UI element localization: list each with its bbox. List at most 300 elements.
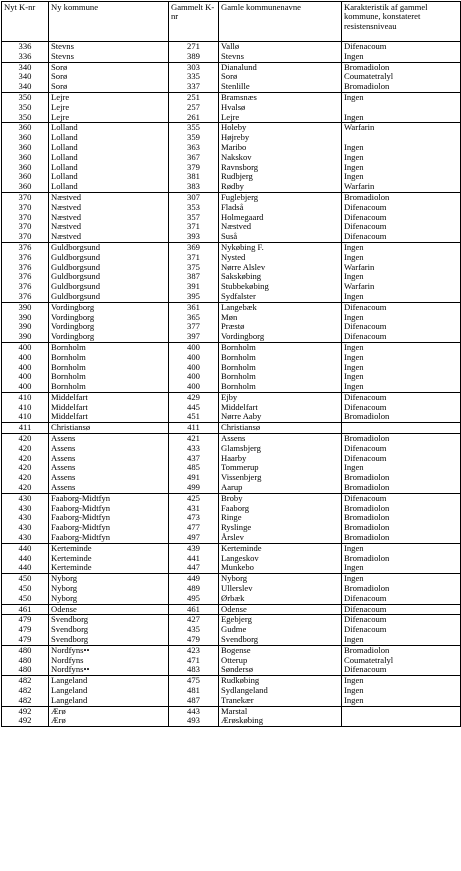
new-municipality-cell: Guldborgsund [49, 242, 169, 252]
table-row [2, 123, 461, 133]
resistance-cell: Bromadiolon [342, 533, 461, 543]
new-municipality-cell: Lolland [49, 182, 169, 192]
municipality-resistance-table [1, 1, 461, 727]
resistance-cell: Difenacoum [342, 232, 461, 242]
old-municipality-cell: Broby [219, 493, 342, 503]
new-number-cell: 376 [2, 292, 49, 302]
old-number-cell: 261 [169, 113, 219, 123]
new-number-cell: 360 [2, 172, 49, 182]
new-number-cell: 420 [2, 473, 49, 483]
old-municipality-cell: Aarup [219, 483, 342, 493]
new-number-cell: 450 [2, 594, 49, 604]
old-number-cell: 353 [169, 203, 219, 213]
old-municipality-cell: Langebæk [219, 302, 342, 312]
old-municipality-cell: Vallø [219, 42, 342, 52]
old-number-cell: 497 [169, 533, 219, 543]
new-number-cell: 370 [2, 192, 49, 202]
resistance-cell: Ingen [342, 353, 461, 363]
old-municipality-cell: Næstved [219, 222, 342, 232]
resistance-cell: Bromadiolon [342, 645, 461, 655]
table-row [2, 434, 461, 444]
table-row [2, 543, 461, 553]
new-number-cell: 400 [2, 372, 49, 382]
new-number-cell: 410 [2, 412, 49, 422]
old-municipality-cell: Fuglebjerg [219, 192, 342, 202]
old-municipality-cell: Stevns [219, 52, 342, 62]
new-municipality-cell: Middelfart [49, 392, 169, 402]
new-municipality-cell: Sorø [49, 82, 169, 92]
resistance-cell: Difenacoum [342, 665, 461, 675]
old-number-cell: 451 [169, 412, 219, 422]
new-number-cell: 480 [2, 645, 49, 655]
old-municipality-cell: Vissenbjerg [219, 473, 342, 483]
old-municipality-cell: Egebjerg [219, 615, 342, 625]
resistance-cell: Ingen [342, 292, 461, 302]
resistance-cell: Bromadiolon [342, 192, 461, 202]
new-number-cell: 360 [2, 143, 49, 153]
new-municipality-cell: Lolland [49, 133, 169, 143]
resistance-cell: Difenacoum [342, 392, 461, 402]
old-number-cell: 487 [169, 696, 219, 706]
table-row [2, 716, 461, 726]
old-municipality-cell: Søndersø [219, 665, 342, 675]
old-number-cell: 361 [169, 302, 219, 312]
old-municipality-cell: Sakskøbing [219, 272, 342, 282]
old-municipality-cell: Ærøskøbing [219, 716, 342, 726]
old-number-cell: 303 [169, 62, 219, 72]
old-municipality-cell: Bornholm [219, 372, 342, 382]
new-number-cell: 420 [2, 483, 49, 493]
old-number-cell: 475 [169, 676, 219, 686]
header-old-municipality-names: Gamle kommunenavne [219, 2, 342, 42]
new-number-cell: 350 [2, 92, 49, 102]
new-municipality-cell: Stevns [49, 42, 169, 52]
resistance-cell: Difenacoum [342, 332, 461, 342]
table-row [2, 504, 461, 514]
new-number-cell: 411 [2, 423, 49, 434]
old-number-cell: 383 [169, 182, 219, 192]
old-number-cell: 433 [169, 444, 219, 454]
new-number-cell: 340 [2, 72, 49, 82]
table-row [2, 213, 461, 223]
table-row [2, 372, 461, 382]
old-number-cell: 439 [169, 543, 219, 553]
resistance-cell: Ingen [342, 92, 461, 102]
new-number-cell: 336 [2, 52, 49, 62]
table-row [2, 513, 461, 523]
old-number-cell: 443 [169, 706, 219, 716]
old-municipality-cell: Glamsbjerg [219, 444, 342, 454]
new-municipality-cell: Lolland [49, 123, 169, 133]
table-row [2, 242, 461, 252]
table-row [2, 696, 461, 706]
table-row [2, 676, 461, 686]
new-number-cell: 461 [2, 604, 49, 615]
old-number-cell: 377 [169, 322, 219, 332]
old-municipality-cell: Bornholm [219, 363, 342, 373]
resistance-cell [342, 716, 461, 726]
table-row [2, 363, 461, 373]
new-municipality-cell: Kerteminde [49, 554, 169, 564]
new-municipality-cell: Ærø [49, 706, 169, 716]
old-municipality-cell: Munkebo [219, 563, 342, 573]
new-number-cell: 482 [2, 676, 49, 686]
resistance-cell: Difenacoum [342, 302, 461, 312]
new-municipality-cell: Guldborgsund [49, 282, 169, 292]
new-municipality-cell: Lolland [49, 172, 169, 182]
new-municipality-cell: Guldborgsund [49, 253, 169, 263]
old-municipality-cell: Lejre [219, 113, 342, 123]
new-municipality-cell: Vordingborg [49, 313, 169, 323]
table-row [2, 423, 461, 434]
old-municipality-cell: Holmegaard [219, 213, 342, 223]
new-municipality-cell: Lejre [49, 113, 169, 123]
table-row [2, 302, 461, 312]
table-row [2, 172, 461, 182]
table-row [2, 563, 461, 573]
new-number-cell: 360 [2, 163, 49, 173]
old-municipality-cell: Årslev [219, 533, 342, 543]
new-municipality-cell: Lolland [49, 163, 169, 173]
old-number-cell: 499 [169, 483, 219, 493]
new-number-cell: 350 [2, 113, 49, 123]
table-row [2, 463, 461, 473]
old-number-cell: 471 [169, 656, 219, 666]
header-row [2, 2, 461, 42]
resistance-cell: Ingen [342, 382, 461, 392]
resistance-cell [342, 423, 461, 434]
table-row [2, 615, 461, 625]
new-number-cell: 340 [2, 82, 49, 92]
new-municipality-cell: Nyborg [49, 594, 169, 604]
new-municipality-cell: Assens [49, 444, 169, 454]
new-municipality-cell: Næstved [49, 203, 169, 213]
new-number-cell: 400 [2, 353, 49, 363]
resistance-cell: Warfarin [342, 123, 461, 133]
new-municipality-cell: Faaborg-Midtfyn [49, 533, 169, 543]
table-row [2, 72, 461, 82]
old-municipality-cell: Stubbekøbing [219, 282, 342, 292]
table-row [2, 523, 461, 533]
old-municipality-cell: Ringe [219, 513, 342, 523]
old-number-cell: 427 [169, 615, 219, 625]
table-row [2, 412, 461, 422]
new-number-cell: 410 [2, 392, 49, 402]
old-number-cell: 389 [169, 52, 219, 62]
new-municipality-cell: Langeland [49, 676, 169, 686]
old-municipality-cell: Bogense [219, 645, 342, 655]
old-number-cell: 461 [169, 604, 219, 615]
new-municipality-cell: Kerteminde [49, 543, 169, 553]
resistance-cell: Difenacoum [342, 615, 461, 625]
new-number-cell: 370 [2, 213, 49, 223]
old-municipality-cell: Nakskov [219, 153, 342, 163]
new-number-cell: 360 [2, 153, 49, 163]
table-row [2, 625, 461, 635]
old-number-cell: 489 [169, 584, 219, 594]
new-municipality-cell: Nyborg [49, 584, 169, 594]
new-number-cell: 492 [2, 706, 49, 716]
old-number-cell: 397 [169, 332, 219, 342]
old-municipality-cell: Fladså [219, 203, 342, 213]
old-number-cell: 257 [169, 103, 219, 113]
old-number-cell: 493 [169, 716, 219, 726]
old-number-cell: 400 [169, 382, 219, 392]
old-number-cell: 367 [169, 153, 219, 163]
new-municipality-cell: Nordfyns•• [49, 665, 169, 675]
new-municipality-cell: Bornholm [49, 353, 169, 363]
old-number-cell: 307 [169, 192, 219, 202]
new-number-cell: 430 [2, 523, 49, 533]
table-row [2, 113, 461, 123]
new-municipality-cell: Sorø [49, 62, 169, 72]
new-number-cell: 376 [2, 253, 49, 263]
new-municipality-cell: Næstved [49, 192, 169, 202]
old-number-cell: 431 [169, 504, 219, 514]
resistance-cell: Ingen [342, 242, 461, 252]
resistance-cell: Coumatetralyl [342, 656, 461, 666]
new-municipality-cell: Bornholm [49, 342, 169, 352]
new-municipality-cell: Langeland [49, 696, 169, 706]
old-municipality-cell: Rudbjerg [219, 172, 342, 182]
table-row [2, 584, 461, 594]
old-municipality-cell: Møn [219, 313, 342, 323]
new-number-cell: 420 [2, 454, 49, 464]
table-row [2, 272, 461, 282]
table-body [2, 42, 461, 727]
old-municipality-cell: Præstø [219, 322, 342, 332]
resistance-cell: Difenacoum [342, 594, 461, 604]
resistance-cell: Ingen [342, 272, 461, 282]
old-municipality-cell: Ørbæk [219, 594, 342, 604]
old-number-cell: 369 [169, 242, 219, 252]
new-number-cell: 360 [2, 123, 49, 133]
table-row [2, 263, 461, 273]
new-municipality-cell: Middelfart [49, 412, 169, 422]
old-municipality-cell: Haarby [219, 454, 342, 464]
old-number-cell: 393 [169, 232, 219, 242]
old-number-cell: 483 [169, 665, 219, 675]
resistance-cell: Ingen [342, 342, 461, 352]
resistance-cell: Difenacoum [342, 444, 461, 454]
old-municipality-cell: Sydlangeland [219, 686, 342, 696]
new-municipality-cell: Faaborg-Midtfyn [49, 513, 169, 523]
new-municipality-cell: Bornholm [49, 372, 169, 382]
old-municipality-cell: Faaborg [219, 504, 342, 514]
new-municipality-cell: Faaborg-Midtfyn [49, 493, 169, 503]
new-municipality-cell: Assens [49, 434, 169, 444]
resistance-cell: Difenacoum [342, 454, 461, 464]
old-municipality-cell: Tommerup [219, 463, 342, 473]
resistance-cell: Ingen [342, 574, 461, 584]
new-number-cell: 482 [2, 696, 49, 706]
old-number-cell: 481 [169, 686, 219, 696]
old-number-cell: 485 [169, 463, 219, 473]
old-number-cell: 387 [169, 272, 219, 282]
table-row [2, 42, 461, 52]
old-number-cell: 371 [169, 222, 219, 232]
new-number-cell: 400 [2, 382, 49, 392]
resistance-cell: Bromadiolon [342, 483, 461, 493]
old-number-cell: 400 [169, 372, 219, 382]
resistance-cell: Ingen [342, 635, 461, 645]
resistance-cell: Bromadiolon [342, 523, 461, 533]
table-row [2, 635, 461, 645]
old-number-cell: 400 [169, 342, 219, 352]
old-municipality-cell: Holeby [219, 123, 342, 133]
table-row [2, 353, 461, 363]
new-number-cell: 360 [2, 182, 49, 192]
resistance-cell: Bromadiolon [342, 82, 461, 92]
table-row [2, 604, 461, 615]
table-row [2, 444, 461, 454]
table-row [2, 322, 461, 332]
new-number-cell: 420 [2, 463, 49, 473]
old-municipality-cell: Vordingborg [219, 332, 342, 342]
old-municipality-cell: Tranekær [219, 696, 342, 706]
new-number-cell: 376 [2, 282, 49, 292]
new-number-cell: 420 [2, 434, 49, 444]
old-municipality-cell: Svendborg [219, 635, 342, 645]
old-number-cell: 495 [169, 594, 219, 604]
new-municipality-cell: Assens [49, 454, 169, 464]
new-municipality-cell: Bornholm [49, 382, 169, 392]
old-municipality-cell: Otterup [219, 656, 342, 666]
old-number-cell: 435 [169, 625, 219, 635]
new-number-cell: 440 [2, 554, 49, 564]
new-number-cell: 370 [2, 232, 49, 242]
new-number-cell: 340 [2, 62, 49, 72]
resistance-cell: Bromadiolon [342, 504, 461, 514]
old-municipality-cell: Hvalsø [219, 103, 342, 113]
old-number-cell: 251 [169, 92, 219, 102]
resistance-cell: Ingen [342, 52, 461, 62]
old-number-cell: 491 [169, 473, 219, 483]
resistance-cell: Warfarin [342, 182, 461, 192]
table-row [2, 554, 461, 564]
new-number-cell: 430 [2, 493, 49, 503]
new-number-cell: 376 [2, 263, 49, 273]
old-municipality-cell: Suså [219, 232, 342, 242]
old-municipality-cell: Marstal [219, 706, 342, 716]
resistance-cell: Ingen [342, 696, 461, 706]
new-number-cell: 440 [2, 543, 49, 553]
new-number-cell: 492 [2, 716, 49, 726]
table-row [2, 473, 461, 483]
old-municipality-cell: Dianalund [219, 62, 342, 72]
table-row [2, 665, 461, 675]
old-municipality-cell: Gudme [219, 625, 342, 635]
old-number-cell: 400 [169, 363, 219, 373]
new-number-cell: 450 [2, 584, 49, 594]
old-municipality-cell: Sydfalster [219, 292, 342, 302]
new-number-cell: 410 [2, 403, 49, 413]
old-number-cell: 359 [169, 133, 219, 143]
old-number-cell: 355 [169, 123, 219, 133]
old-number-cell: 337 [169, 82, 219, 92]
new-municipality-cell: Ærø [49, 716, 169, 726]
table-row [2, 686, 461, 696]
header-new-number: Nyt K-nr [2, 2, 49, 42]
table-row [2, 52, 461, 62]
new-number-cell: 390 [2, 313, 49, 323]
table-row [2, 253, 461, 263]
new-number-cell: 376 [2, 272, 49, 282]
old-municipality-cell: Ryslinge [219, 523, 342, 533]
resistance-cell [342, 706, 461, 716]
table-row [2, 382, 461, 392]
new-municipality-cell: Middelfart [49, 403, 169, 413]
old-municipality-cell: Sorø [219, 72, 342, 82]
old-municipality-cell: Middelfart [219, 403, 342, 413]
old-number-cell: 449 [169, 574, 219, 584]
table-row [2, 454, 461, 464]
new-municipality-cell: Svendborg [49, 625, 169, 635]
header-new-municipality: Ny kommune [49, 2, 169, 42]
old-number-cell: 473 [169, 513, 219, 523]
resistance-cell: Bromadiolon [342, 584, 461, 594]
new-municipality-cell: Svendborg [49, 635, 169, 645]
table-header [2, 2, 461, 42]
table-row [2, 143, 461, 153]
old-municipality-cell: Maribo [219, 143, 342, 153]
table-row [2, 342, 461, 352]
new-municipality-cell: Langeland [49, 686, 169, 696]
old-municipality-cell: Nykøbing F. [219, 242, 342, 252]
new-number-cell: 430 [2, 513, 49, 523]
resistance-cell: Ingen [342, 172, 461, 182]
old-municipality-cell: Langeskov [219, 554, 342, 564]
old-municipality-cell: Assens [219, 434, 342, 444]
resistance-cell: Difenacoum [342, 213, 461, 223]
new-number-cell: 482 [2, 686, 49, 696]
table-row [2, 403, 461, 413]
new-number-cell: 390 [2, 322, 49, 332]
resistance-cell: Ingen [342, 143, 461, 153]
new-number-cell: 390 [2, 332, 49, 342]
new-number-cell: 430 [2, 533, 49, 543]
new-municipality-cell: Nordfyns [49, 656, 169, 666]
old-number-cell: 357 [169, 213, 219, 223]
old-municipality-cell: Nyborg [219, 574, 342, 584]
new-number-cell: 400 [2, 363, 49, 373]
table-row [2, 392, 461, 402]
resistance-cell: Coumatetralyl [342, 72, 461, 82]
resistance-cell: Difenacoum [342, 625, 461, 635]
old-number-cell: 271 [169, 42, 219, 52]
table-row [2, 645, 461, 655]
resistance-cell [342, 103, 461, 113]
new-municipality-cell: Guldborgsund [49, 292, 169, 302]
new-municipality-cell: Stevns [49, 52, 169, 62]
resistance-cell: Ingen [342, 163, 461, 173]
table-row [2, 163, 461, 173]
old-municipality-cell: Nørre Aaby [219, 412, 342, 422]
resistance-cell: Ingen [342, 253, 461, 263]
table-row [2, 594, 461, 604]
old-municipality-cell: Kerteminde [219, 543, 342, 553]
table-row [2, 332, 461, 342]
old-municipality-cell: Bornholm [219, 342, 342, 352]
table-row [2, 493, 461, 503]
resistance-cell: Bromadiolon [342, 513, 461, 523]
new-number-cell: 440 [2, 563, 49, 573]
old-number-cell: 381 [169, 172, 219, 182]
new-number-cell: 336 [2, 42, 49, 52]
table-row [2, 203, 461, 213]
new-municipality-cell: Nyborg [49, 574, 169, 584]
table-row [2, 62, 461, 72]
